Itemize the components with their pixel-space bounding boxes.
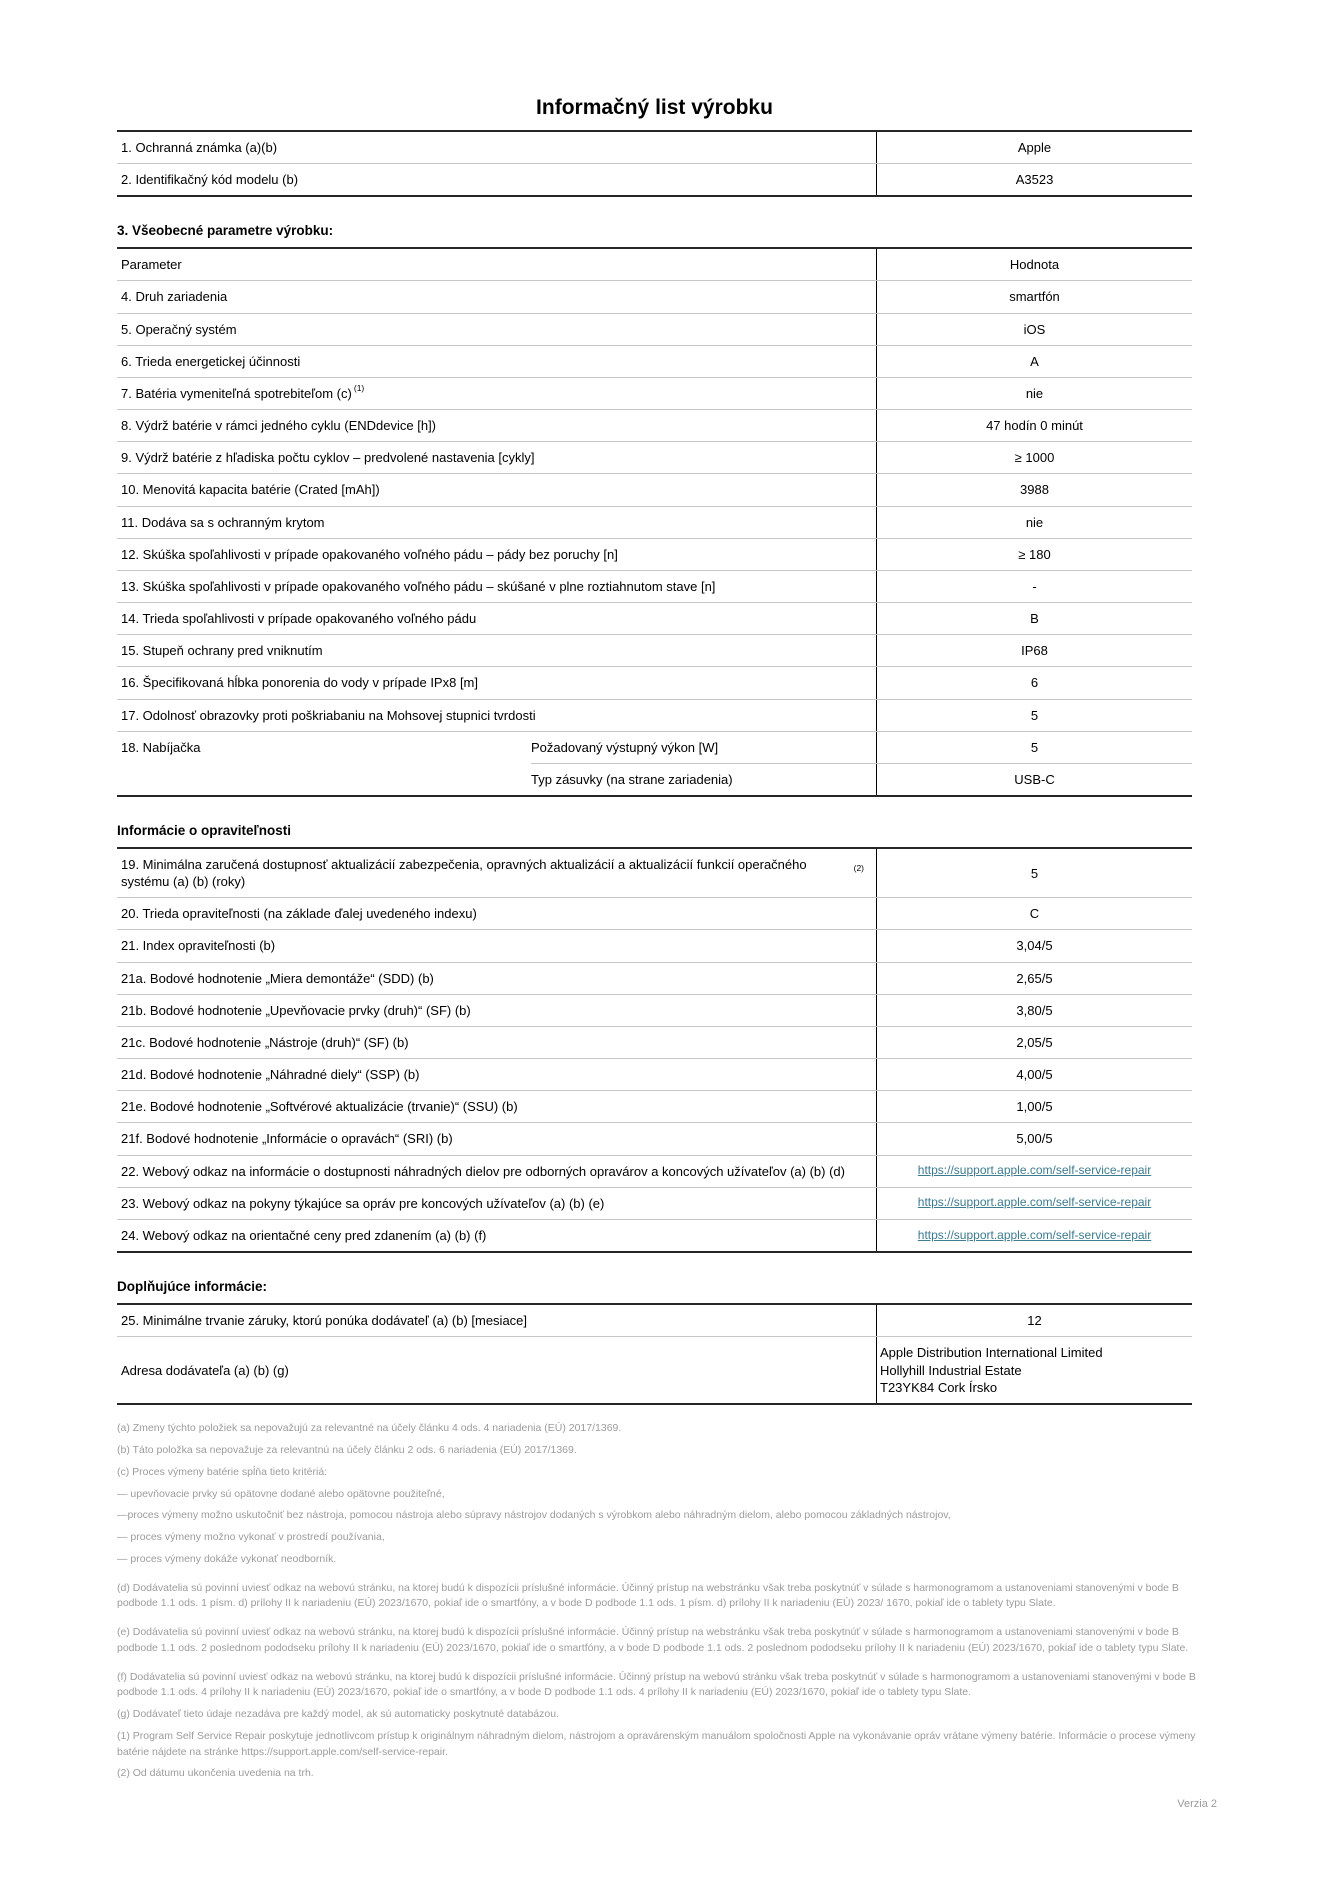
parameter-value: nie xyxy=(876,507,1192,538)
sub-parameter-label: Typ zásuvky (na strane zariadenia) xyxy=(531,771,733,787)
parameter-value: 3988 xyxy=(876,474,1192,505)
section-heading-additional: Doplňujúce informácie: xyxy=(117,1279,268,1294)
parameter-label: 21d. Bodové hodnotenie „Náhradné diely“ (SSP) (b) xyxy=(121,1067,420,1083)
parameter-value: IP68 xyxy=(876,635,1192,666)
parameter-label: 19. Minimálna zaručená dostupnosť aktualizácií zabezpečenia, opravných aktualizácií a aktualizácií funkcií operačného systému (a) (b) (roky) (2) xyxy=(121,856,864,890)
table-subrow xyxy=(531,764,1192,795)
footnote: (b) Táto položka sa nepovažuje za relevantnú na účely článku 2 ods. 6 nariadenia (EÚ) 2017/1369. xyxy=(117,1444,577,1457)
parameter-label: 21e. Bodové hodnotenie „Softvérové aktualizácie (trvanie)“ (SSU) (b) xyxy=(121,1099,518,1115)
table-row xyxy=(117,314,1192,346)
table-row xyxy=(117,164,1192,195)
table-row xyxy=(117,1305,1192,1337)
table-row xyxy=(117,132,1192,164)
table-row xyxy=(117,1156,1192,1188)
table-row-charger xyxy=(117,732,1192,795)
parameter-label: 21c. Bodové hodnotenie „Nástroje (druh)“ (SF) (b) xyxy=(121,1034,409,1050)
footnote-superscript: (1) xyxy=(353,382,365,393)
table-row xyxy=(117,849,1192,898)
parameter-value: 1,00/5 xyxy=(876,1091,1192,1122)
address-line: Apple Distribution International Limited xyxy=(880,1345,1103,1361)
parameter-value: 2,65/5 xyxy=(876,963,1192,994)
parameter-label: 18. Nabíjačka xyxy=(121,739,201,755)
footnote: (d) Dodávatelia sú povinní uviesť odkaz na webovú stránku, na ktorej budú k dispozícii príslušné informácie. Účinný prístup na webstránku však treba poskytnúť v súlade s harmonogramom a ustanoveniami stanovenými v bode B podbode 1.1 ods. 1 písm. d) prílohy II k nariadeniu (EÚ) 2023/1670, pokiaľ ide o smartfóny, a v bode D podbode 1.1 ods. 1 písm. d) prílohy II k nariadeniu (EÚ) 2023/ 1670, pokiaľ ide o tablety typu Slate. xyxy=(117,1581,1179,1610)
footnotes-section xyxy=(117,1421,1217,1810)
table-row xyxy=(117,378,1192,410)
parameter-label: 21f. Bodové hodnotenie „Informácie o opravách“ (SRI) (b) xyxy=(121,1131,453,1147)
parameter-label: 11. Dodáva sa s ochranným krytom xyxy=(121,514,325,530)
footnote-criterion: —proces výmeny možno uskutočniť bez nástroja, pomocou nástroja alebo súpravy nástrojov dodaných s výrobkom alebo náhradným dielom, alebo pomocou základných nástrojov, xyxy=(117,1509,951,1522)
footnote: (c) Proces výmeny batérie spĺňa tieto kritériá: xyxy=(117,1465,328,1478)
parameter-label: 20. Trieda opraviteľnosti (na základe ďalej uvedeného indexu) xyxy=(121,906,477,922)
column-header-parameter: Parameter xyxy=(121,257,182,273)
parameter-value: smartfón xyxy=(876,281,1192,312)
parameter-label: 12. Skúška spoľahlivosti v prípade opakovaného voľného pádu – pády bez poruchy [n] xyxy=(121,546,618,562)
parameter-value: C xyxy=(876,898,1192,929)
parameter-value: 3,04/5 xyxy=(876,930,1192,961)
address-line: T23YK84 Cork Írsko xyxy=(880,1379,998,1395)
parameter-label: 15. Stupeň ochrany pred vniknutím xyxy=(121,643,323,659)
identification-table xyxy=(117,130,1192,197)
parameter-value: - xyxy=(876,571,1192,602)
footnote-criterion: — upevňovacie prvky sú opätovne dodané alebo opätovne použiteľné, xyxy=(117,1487,445,1500)
footnote-criterion: — proces výmeny dokáže vykonať neodborník. xyxy=(117,1552,337,1565)
parameter-label: Adresa dodávateľa (a) (b) (g) xyxy=(121,1362,289,1378)
table-row xyxy=(117,603,1192,635)
table-row xyxy=(117,507,1192,539)
footnote: (2) Od dátumu ukončenia uvedenia na trh. xyxy=(117,1767,314,1780)
parameter-value: 5 xyxy=(876,700,1192,731)
table-row xyxy=(117,539,1192,571)
repairability-table xyxy=(117,847,1192,1253)
parameter-value: ≥ 1000 xyxy=(876,442,1192,473)
parameter-value: 2,05/5 xyxy=(876,1027,1192,1058)
parameter-value: B xyxy=(876,603,1192,634)
table-row xyxy=(117,281,1192,313)
table-row xyxy=(117,474,1192,506)
parameter-label: 9. Výdrž batérie z hľadiska počtu cyklov – predvolené nastavenia [cykly] xyxy=(121,450,535,466)
parameter-value: USB-C xyxy=(876,764,1192,795)
table-row xyxy=(117,346,1192,378)
parameter-value: ≥ 180 xyxy=(876,539,1192,570)
self-service-repair-link[interactable]: https://support.apple.com/self-service-repair xyxy=(917,1195,1152,1210)
table-row xyxy=(117,930,1192,962)
parameter-label: 13. Skúška spoľahlivosti v prípade opakovaného voľného pádu – skúšané v plne roztiahnutom stave [n] xyxy=(121,578,716,594)
sub-parameter-label: Požadovaný výstupný výkon [W] xyxy=(531,739,719,755)
table-row xyxy=(117,410,1192,442)
footnote: (g) Dodávateľ tieto údaje nezadáva pre každý model, ak sú automaticky poskytnuté databázou. xyxy=(117,1708,559,1721)
table-row xyxy=(117,571,1192,603)
parameter-label: 14. Trieda spoľahlivosti v prípade opakovaného voľného pádu xyxy=(121,611,477,627)
footnote: (a) Zmeny týchto položiek sa nepovažujú za relevantné na účely článku 4 ods. 4 nariadenia (EÚ) 2017/1369. xyxy=(117,1422,622,1435)
section-heading-repairability: Informácie o opraviteľnosti xyxy=(117,822,291,838)
table-row xyxy=(117,898,1192,930)
table-row xyxy=(117,1027,1192,1059)
table-subrow xyxy=(531,732,1192,764)
page-title: Informačný list výrobku xyxy=(536,96,773,119)
parameter-label: 22. Webový odkaz na informácie o dostupnosti náhradných dielov pre odborných opravárov a koncových užívateľov (a) (b) (d) xyxy=(121,1163,845,1179)
table-row xyxy=(117,667,1192,699)
table-row-supplier-address xyxy=(117,1337,1192,1403)
section-heading-general: 3. Všeobecné parametre výrobku: xyxy=(117,223,334,239)
parameter-label: 5. Operačný systém xyxy=(121,321,237,337)
parameter-label: 24. Webový odkaz na orientačné ceny pred zdanením (a) (b) (f) xyxy=(121,1227,487,1243)
parameter-value: 6 xyxy=(876,667,1192,698)
parameter-label: 4. Druh zariadenia xyxy=(121,289,228,305)
parameter-label: 16. Špecifikovaná hĺbka ponorenia do vody v prípade IPx8 [m] xyxy=(121,675,478,691)
table-row xyxy=(117,1123,1192,1155)
footnote: (e) Dodávatelia sú povinní uviesť odkaz na webovú stránku, na ktorej budú k dispozícii príslušné informácie. Účinný prístup na webstránku však treba poskytnúť v súlade s harmonogramom a ustanoveniami stanovenými v bode B podbode 1.1 ods. 2 poslednom pododseku prílohy II k nariadeniu (EÚ) 2023/1670, pokiaľ ide o smartfóny, a v bode D podbode 1.1 ods. 2 poslednom pododseku prílohy II k nariadeniu (EÚ) 2023/1670, pokiaľ ide o tablety typu Slate. xyxy=(117,1626,1189,1654)
parameter-value: 5 xyxy=(876,732,1192,763)
parameter-value: 5,00/5 xyxy=(876,1123,1192,1154)
footnote-superscript: (2) xyxy=(853,862,864,873)
parameter-value: iOS xyxy=(876,314,1192,345)
table-row xyxy=(117,635,1192,667)
footnote: (1) Program Self Service Repair poskytuje jednotlivcom prístup k originálnym náhradným dielom, nástrojom a opravárenským manuálom spoločnosti Apple na vykonávanie opráv vrátane výmeny batérie. Informácie o procese výmeny batérie nájdete na stránke https://support.apple.com/self-service-repair. xyxy=(117,1729,1196,1758)
table-row xyxy=(117,995,1192,1027)
self-service-repair-link[interactable]: https://support.apple.com/self-service-repair xyxy=(917,1163,1152,1178)
parameter-label: 10. Menovitá kapacita batérie (Crated [mAh]) xyxy=(121,482,380,498)
parameter-value xyxy=(876,1188,1192,1219)
parameter-label: 21a. Bodové hodnotenie „Miera demontáže“ (SDD) (b) xyxy=(121,970,434,986)
parameter-label: 23. Webový odkaz na pokyny týkajúce sa opráv pre koncových užívateľov (a) (b) (e) xyxy=(121,1195,605,1211)
footnote-criterion: — proces výmeny možno vykonať v prostredí používania, xyxy=(117,1531,385,1544)
parameter-label: 21b. Bodové hodnotenie „Upevňovacie prvky (druh)“ (SF) (b) xyxy=(121,1002,471,1018)
parameter-label: 2. Identifikačný kód modelu (b) xyxy=(121,172,299,188)
parameter-value: 4,00/5 xyxy=(876,1059,1192,1090)
supplier-address-value xyxy=(876,1337,1192,1403)
self-service-repair-link[interactable]: https://support.apple.com/self-service-repair xyxy=(917,1227,1152,1242)
general-parameters-table xyxy=(117,247,1192,797)
parameter-value: 3,80/5 xyxy=(876,995,1192,1026)
table-row xyxy=(117,1091,1192,1123)
parameter-label: 6. Trieda energetickej účinnosti xyxy=(121,353,301,369)
parameter-value: 5 xyxy=(876,849,1192,897)
parameter-value xyxy=(876,1220,1192,1251)
table-row xyxy=(117,442,1192,474)
parameter-value: nie xyxy=(876,378,1192,409)
parameter-value xyxy=(876,1156,1192,1187)
table-row xyxy=(117,1059,1192,1091)
parameter-value: A xyxy=(876,346,1192,377)
version-label: Verzia 2 xyxy=(1177,1798,1217,1811)
parameter-value: A3523 xyxy=(876,164,1192,195)
address-line: Hollyhill Industrial Estate xyxy=(880,1362,1022,1378)
parameter-value: Apple xyxy=(876,132,1192,163)
parameter-label: 1. Ochranná známka (a)(b) xyxy=(121,140,278,155)
table-row xyxy=(117,1188,1192,1220)
footnote: (f) Dodávatelia sú povinní uviesť odkaz na webovú stránku, na ktorej budú k dispozícii príslušné informácie. Účinný prístup na webovú stránku však treba poskytnúť v súlade s harmonogramom a ustanoveniami stanovenými v bode B podbode 1.1 ods. 4 prílohy II k nariadeniu (EÚ) 2023/1670, pokiaľ ide o smartfóny, a v bode D podbode 1.1 ods. 4 prílohy II k nariadeniu (EÚ) 2023/1670, pokiaľ ide o tablety typu Slate. xyxy=(117,1670,1196,1699)
additional-information-table xyxy=(117,1303,1192,1405)
parameter-label: 7. Batéria vymeniteľná spotrebiteľom (c) (1) xyxy=(121,382,365,401)
parameter-label: 21. Index opraviteľnosti (b) xyxy=(121,938,276,954)
column-header-value: Hodnota xyxy=(876,249,1192,280)
table-row xyxy=(117,1220,1192,1251)
parameter-label: 8. Výdrž batérie v rámci jedného cyklu (ENDdevice [h]) xyxy=(121,418,437,434)
table-row xyxy=(117,700,1192,732)
parameter-label: 17. Odolnosť obrazovky proti poškriabaniu na Mohsovej stupnici tvrdosti xyxy=(121,707,536,723)
table-row xyxy=(117,963,1192,995)
parameter-value: 12 xyxy=(876,1305,1192,1336)
table-header-row xyxy=(117,249,1192,281)
parameter-label: 25. Minimálne trvanie záruky, ktorú ponúka dodávateľ (a) (b) [mesiace] xyxy=(121,1313,528,1328)
parameter-value: 47 hodín 0 minút xyxy=(876,410,1192,441)
